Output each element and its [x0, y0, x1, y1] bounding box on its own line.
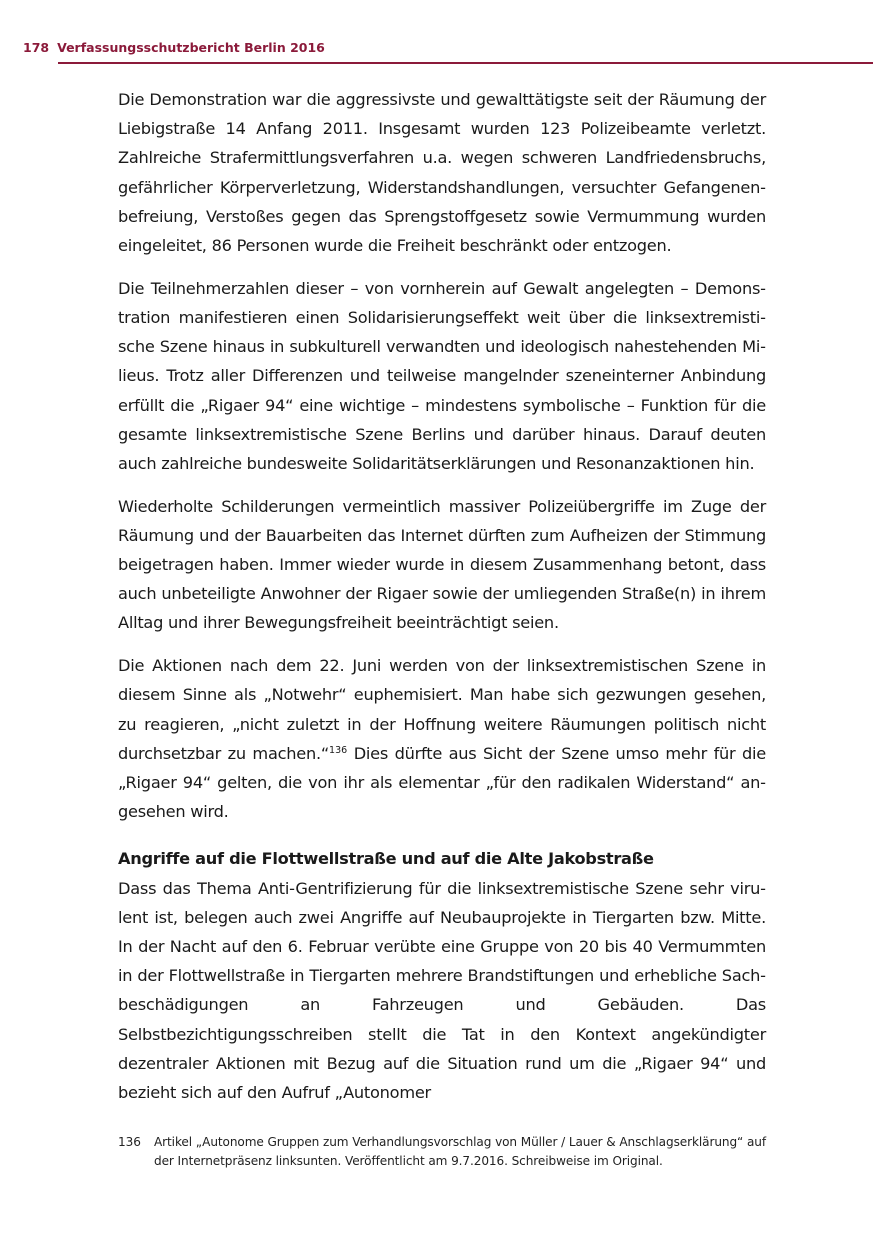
section-heading: Angriffe auf die Flottwellstraße und auf die Alte Jakobstraße — [118, 849, 654, 869]
page-number: 178 — [23, 40, 50, 55]
footnote-reference: 136 — [329, 744, 348, 756]
paragraph-2: Die Teilnehmerzahlen dieser – von vornherein auf Gewalt angelegten – Demonstration manifestieren einen Solidarisierungseffekt weit über die linksextremistische Szene hinaus in subkulturell verwandten und ideologisch nahestehenden Milieus. Trotz aller Differenzen und teilweise mangelnder szeneinterner Anbindung erfüllt die „Rigaer 94“ eine wichtige – mindestens symbolische – Funktion für die gesamte linksextremistische Szene Berlins und darüber hinaus. Darauf deuten auch zahlreiche bundesweite Solidaritätserklärungen und Resonanzaktionen hin. — [118, 278, 766, 473]
paragraph-4-part-2: Dies dürfte aus Sicht der Szene umso mehr für die „Rigaer 94“ gelten, die von ihr als elementar „für den radikalen Widerstand“ angesehen wird. — [118, 743, 766, 822]
paragraph-4 — [118, 651, 766, 826]
paragraph-4-part-1: Die Aktionen nach dem 22. Juni werden von der linksextremistischen Szene in diesem Sinne als „Notwehr“ euphemisiert. Man habe sich gezwungen gesehen, zu reagieren, „nicht zuletzt in der Hoffnung weitere Räumungen politisch nicht durchsetzbar zu machen.“ — [118, 656, 766, 763]
section-paragraph: Dass das Thema Anti-Gentrifizierung für die linksextremistische Szene sehr virulent ist, belegen auch zwei Angriffe auf Neubauprojekte in Tiergarten bzw. Mitte. In der Nacht auf den 6. Februar verübte eine Gruppe von 20 bis 40 Vermummten in der Flottwellstraße in Tiergarten mehrere Brandstiftungen und erhebliche Sachbeschädigungen an Fahrzeugen und Gebäuden. Das Selbstbezichtigungsschreiben stellt die Tat in den Kontext angekündigter dezentraler Aktionen mit Bezug auf die Situation rund um die „Rigaer 94“ und bezieht sich auf den Aufruf „Autonomer — [118, 878, 766, 1102]
footnote-text: Artikel „Autonome Gruppen zum Verhandlungsvorschlag von Müller / Lauer & Anschlagserklärung“ auf der Internetpräsenz linksunten. Veröffentlicht am 9.7.2016. Schreibweise im Original. — [154, 1135, 766, 1168]
paragraph-1: Die Demonstration war die aggressivste und gewalttätigste seit der Räumung der Liebigstraße 14 Anfang 2011. Insgesamt wurden 123 Polizeibeamte verletzt. Zahlreiche Strafermittlungsverfahren u.a. wegen schweren Landfriedensbruchs, gefährlicher Körperverletzung, Widerstandshandlungen, versuchter Gefangenenbefreiung, Verstoßes gegen das Sprengstoffgesetz sowie Vermummung wurden eingeleitet, 86 Personen wurde die Freiheit beschränkt oder entzogen. — [118, 90, 766, 256]
footnote-number: 136 — [118, 1135, 141, 1149]
footnote — [118, 1133, 768, 1170]
publication-title: Verfassungsschutzbericht Berlin 2016 — [57, 40, 325, 55]
page-header — [23, 39, 873, 57]
paragraph-3: Wiederholte Schilderungen vermeintlich massiver Polizeiübergriffe im Zuge der Räumung und der Bauarbeiten das Internet dürften zum Aufheizen der Stimmung beigetragen haben. Immer wieder wurde in diesem Zusammenhang betont, dass auch unbeteiligte Anwohner der Rigaer sowie der umliegenden Straße(n) in ihrem Alltag und ihrer Bewegungsfreiheit beeinträchtigt seien. — [118, 496, 766, 633]
body-text — [118, 85, 766, 1121]
header-rule — [58, 62, 873, 64]
